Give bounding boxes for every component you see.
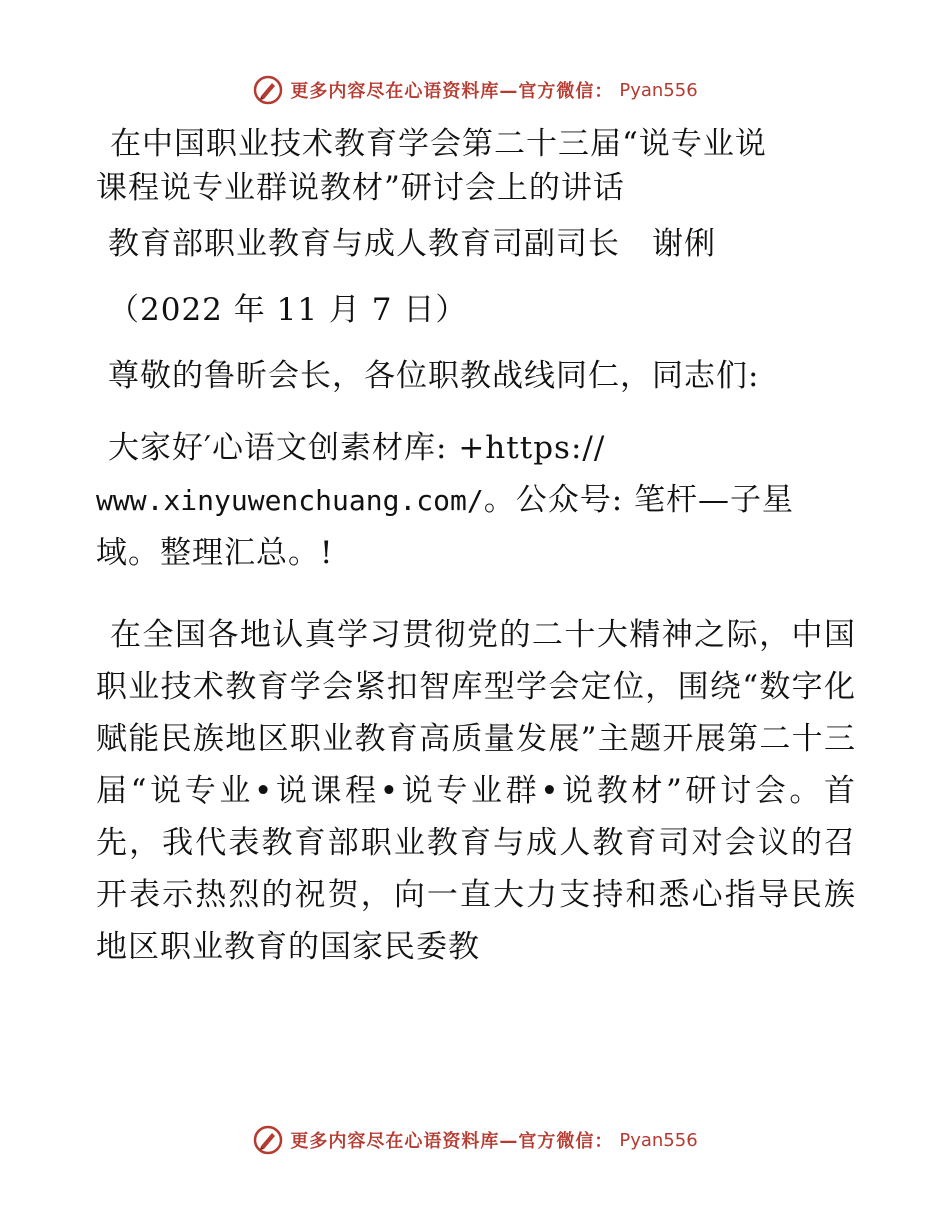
footer-banner-text: 更多内容尽在心语资料库—官方微信： — [290, 1131, 614, 1152]
document-body — [96, 122, 856, 973]
title-line-1: 在中国职业技术教育学会第二十三届“说专业说 — [110, 126, 767, 162]
pen-logo-icon — [252, 1124, 284, 1156]
footer-banner — [0, 1120, 950, 1160]
promo-line-1: 大家好′心语文创素材库: +https:// — [108, 430, 606, 466]
body-indent — [96, 617, 110, 653]
banner-text: 更多内容尽在心语资料库—官方微信： — [290, 81, 614, 102]
speech-date: （2022 年 11 月 7 日） — [108, 292, 468, 328]
promo-line-2: 。公众号: 笔杆—子星 — [483, 482, 795, 518]
banner-brand: Pyan556 — [619, 79, 698, 101]
pen-logo-icon — [252, 74, 284, 106]
speaker-byline: 教育部职业教育与成人教育司副司长 谢俐 — [108, 226, 716, 262]
body-text: 在全国各地认真学习贯彻党的二十大精神之际，中国职业技术教育学会紧扣智库型学会定位，围绕“数字化赋能民族地区职业教育高质量发展”主题开展第二十三届“说专业•说课程•说专业群•说教材”研讨会。首先，我代表教育部职业教育与成人教育司对会议的召开表示热烈的祝贺，向一直大力支持和悉心指导民族地区职业教育的国家民委教 — [96, 617, 856, 965]
header-banner — [0, 70, 950, 110]
promo-line-3: 域。整理汇总。! — [96, 535, 334, 571]
footer-banner-brand: Pyan556 — [619, 1129, 698, 1151]
title-line-2: 课程说专业群说教材”研讨会上的讲话 — [96, 170, 625, 206]
promo-url: www.xinyuwenchuang.com/ — [96, 484, 484, 517]
promo-paragraph — [96, 422, 856, 579]
body-paragraph — [96, 609, 856, 973]
speech-title — [96, 122, 856, 210]
greeting: 尊敬的鲁昕会长，各位职教战线同仁，同志们: — [108, 358, 760, 394]
